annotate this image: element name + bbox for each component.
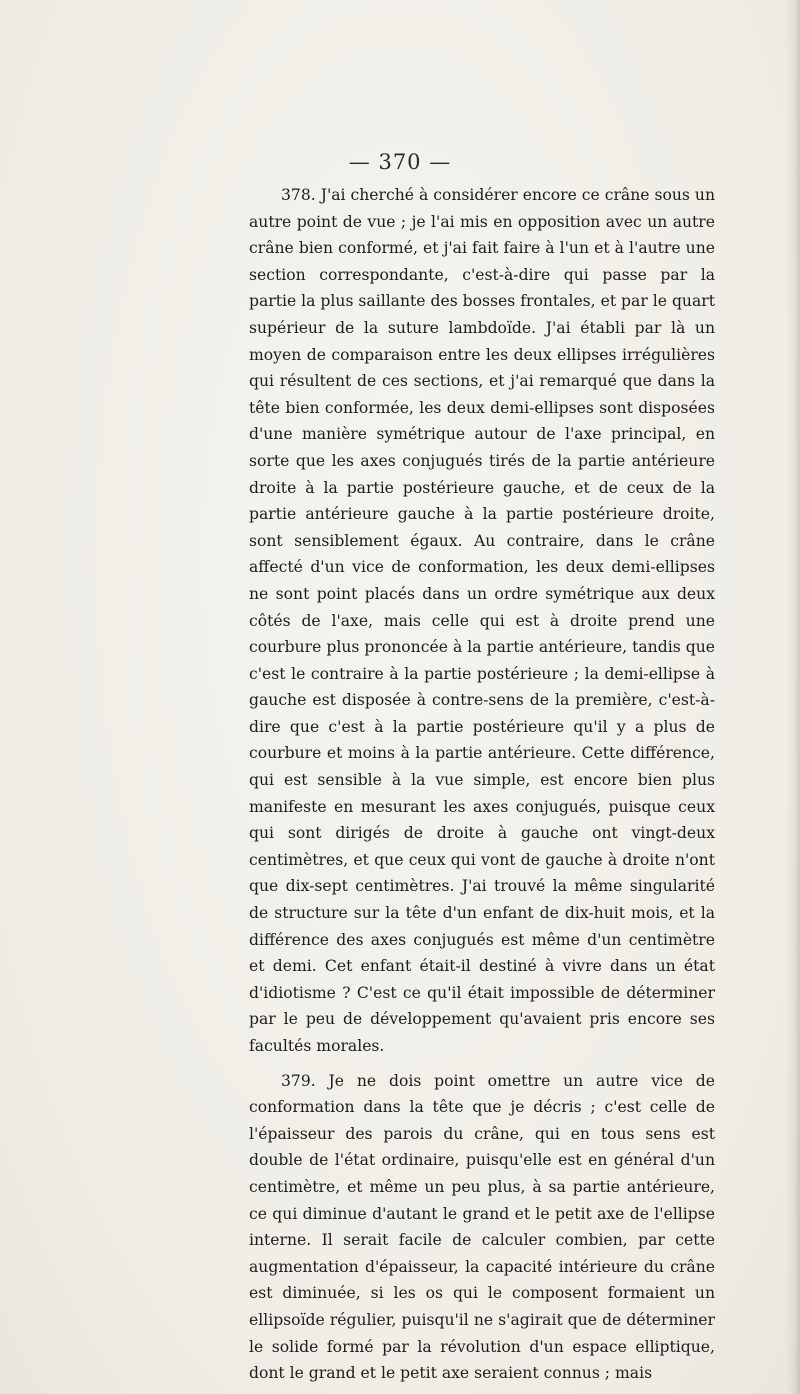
page-edge-shadow	[786, 0, 800, 1394]
body-text	[249, 182, 715, 1387]
page-number: — 370 —	[348, 150, 452, 174]
paragraph-378: 378. J'ai cherché à considérer encore ce crâne sous un autre point de vue ; je l'ai mis en opposition avec un autre crâne bien conformé, et j'ai fait faire à l'un et à l'autre une section correspondante, c'est-à-dire qui passe par la partie la plus saillante des bosses frontales, et par le quart supérieur de la suture lambdoïde. J'ai établi par là un moyen de comparaison entre les deux ellipses irrégulières qui résultent de ces sections, et j'ai remarqué que dans la tête bien conformée, les deux demi-ellipses sont disposées d'une manière symétrique autour de l'axe principal, en sorte que les axes conjugués tirés de la partie antérieure droite à la partie postérieure gauche, et de ceux de la partie antérieure gauche à la partie postérieure droite, sont sensiblement égaux. Au contraire, dans le crâne affecté d'un vice de conformation, les deux demi-ellipses ne sont point placés dans un ordre symétrique aux deux côtés de l'axe, mais celle qui est à droite prend une courbure plus prononcée à la partie antérieure, tandis que c'est le contraire à la partie postérieure ; la demi-ellipse à gauche est disposée à contre-sens de la première, c'est-à-dire que c'est à la partie postérieure qu'il y a plus de courbure et moins à la partie antérieure. Cette différence, qui est sensible à la vue simple, est encore bien plus manifeste en mesurant les axes conjugués, puisque ceux qui sont dirigés de droite à gauche ont vingt-deux centimètres, et que ceux qui vont de gauche à droite n'ont que dix-sept centimètres. J'ai trouvé la même singularité de structure sur la tête d'un enfant de dix-huit mois, et la différence des axes conjugués est même d'un centimètre et demi. Cet enfant était-il destiné à vivre dans un état d'idiotisme ? C'est ce qu'il était impossible de déterminer par le peu de développement qu'avaient pris encore ses facultés morales.	[249, 186, 715, 1055]
paragraph-379: 379. Je ne dois point omettre un autre vice de conformation dans la tête que je décris ; c'est celle de l'épaisseur des parois du crâne, qui en tous sens est double de l'état ordinaire, puisqu'elle est en général d'un centimètre, et même un peu plus, à sa partie antérieure, ce qui diminue d'autant le grand et le petit axe de l'ellipse interne. Il serait facile de calculer combien, par cette augmentation d'épaisseur, la capacité intérieure du crâne est diminuée, si les os qui le composent formaient un ellipsoïde régulier, puisqu'il ne s'agirait que de déterminer le solide formé par la révolution d'un espace elliptique, dont le grand et le petit axe seraient connus ; mais	[249, 1071, 715, 1383]
